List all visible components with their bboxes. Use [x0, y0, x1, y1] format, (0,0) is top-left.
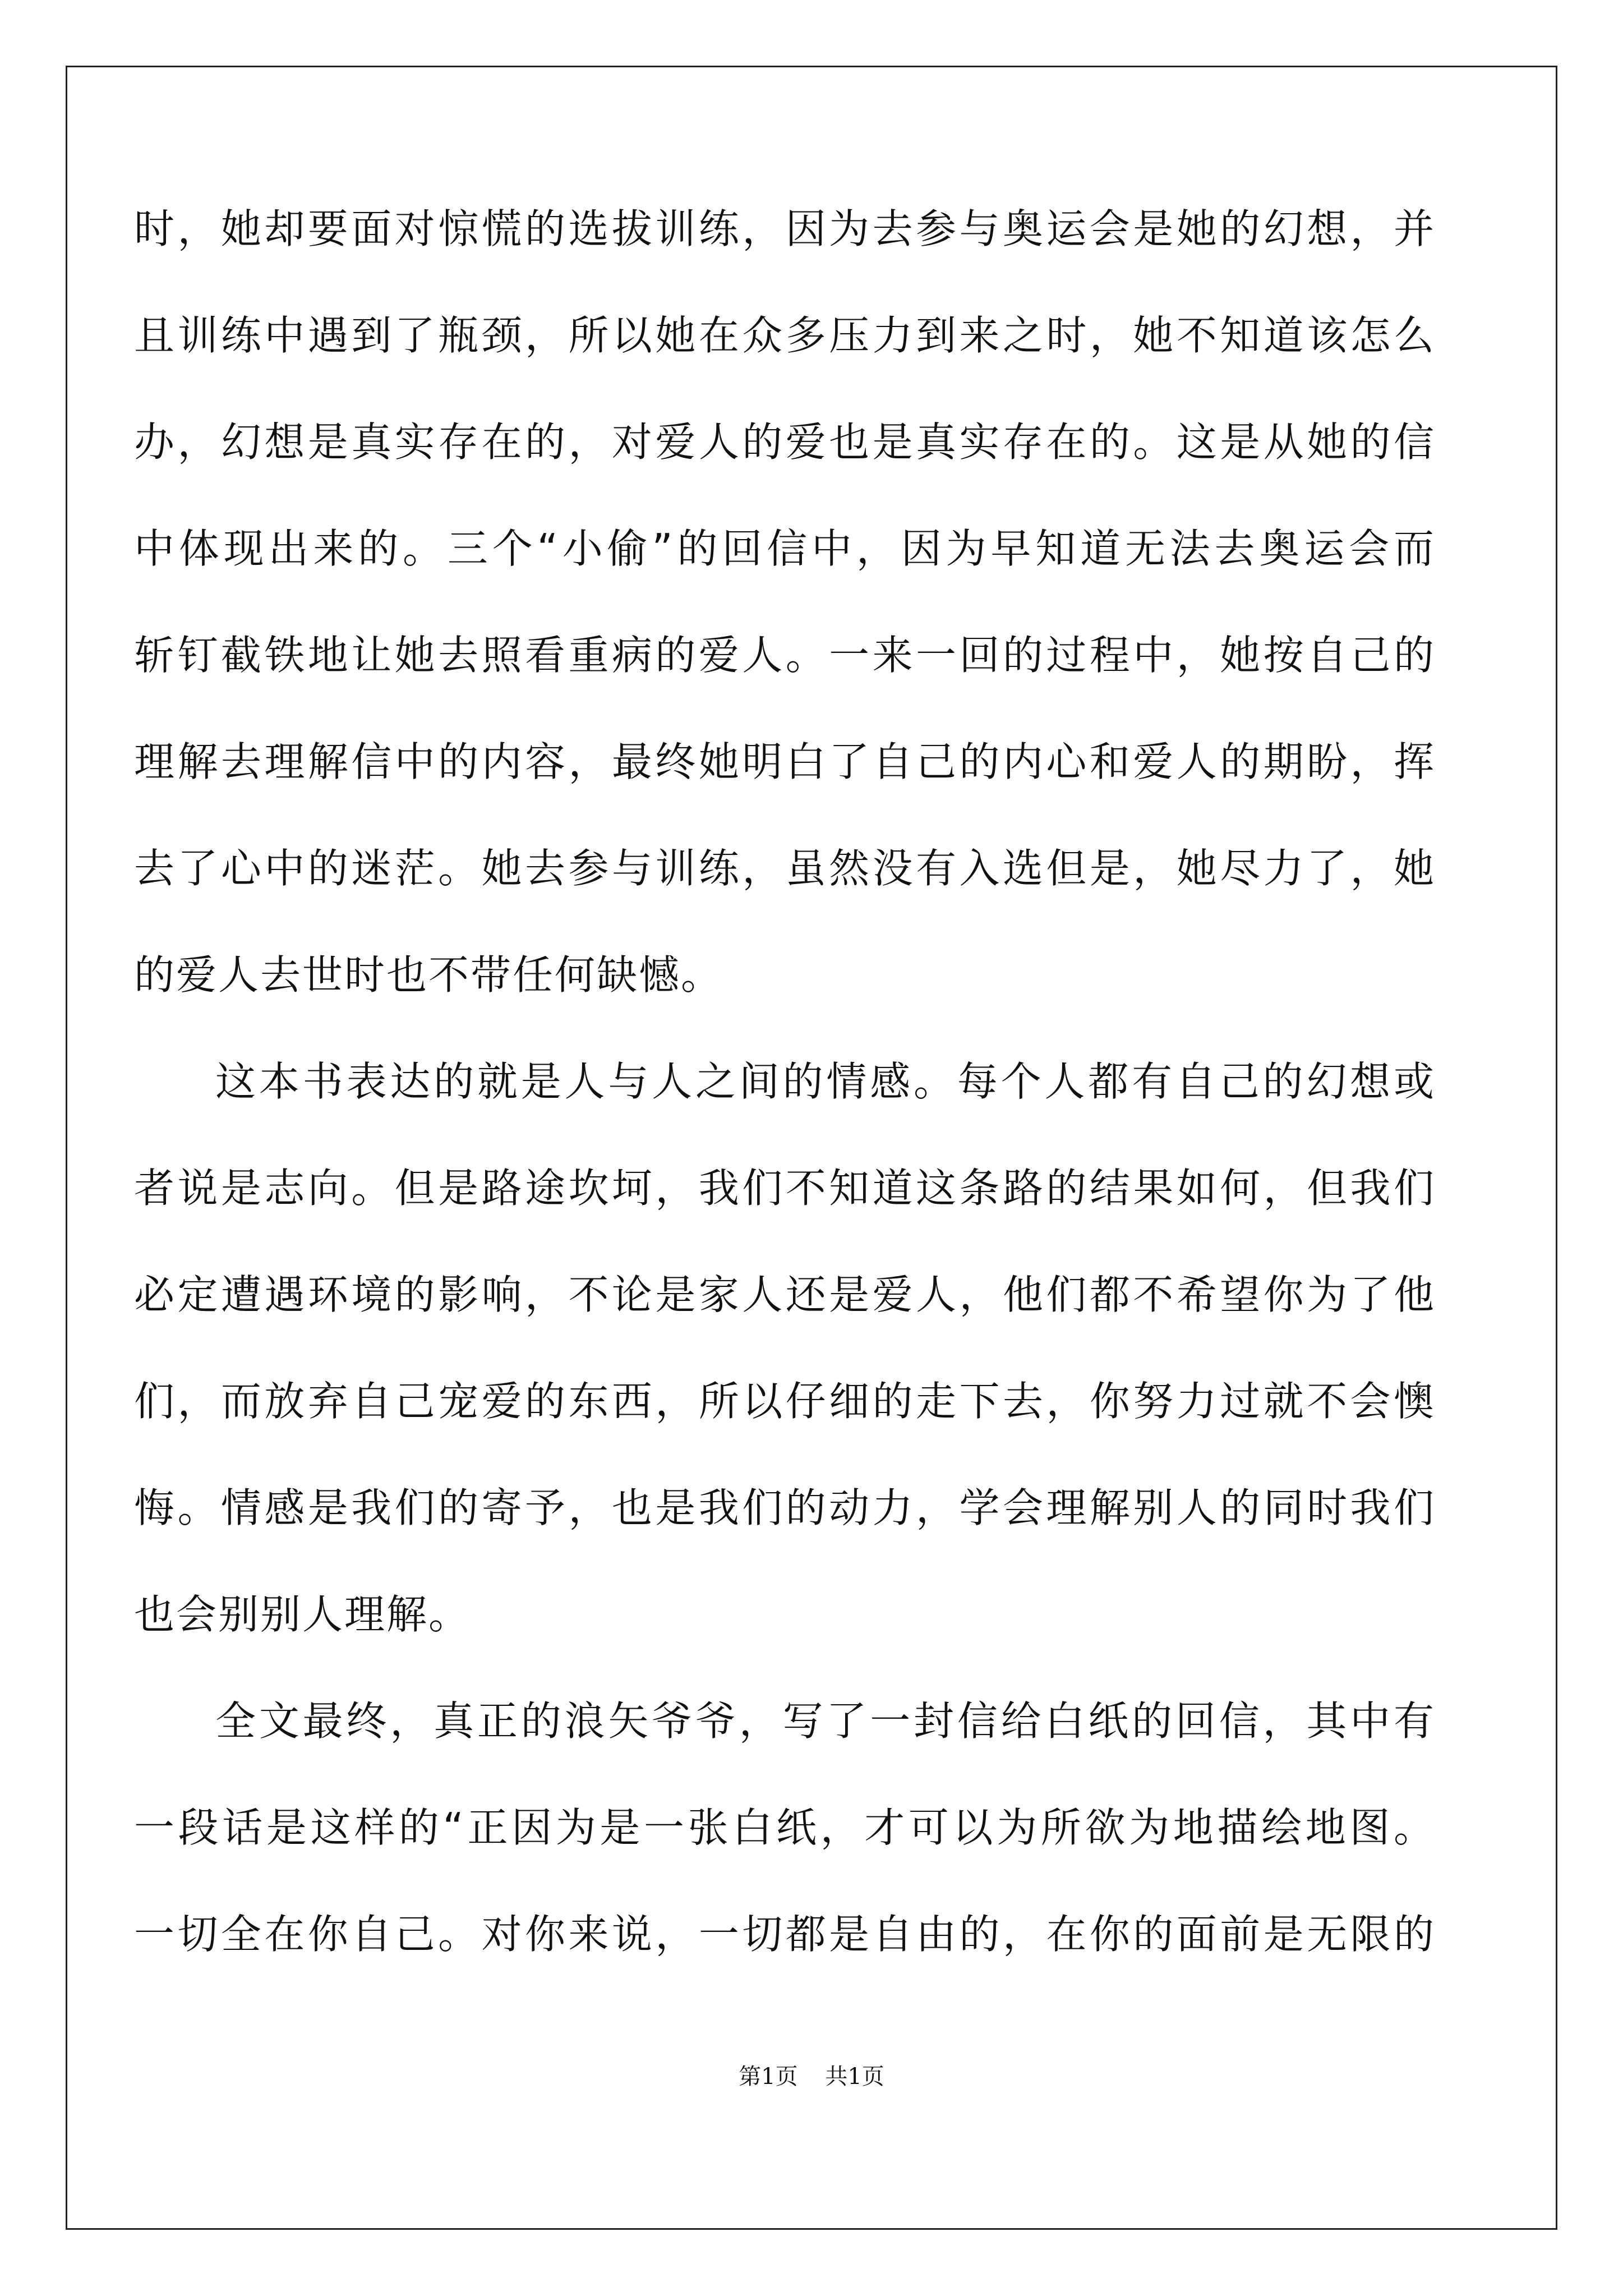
paragraph-start-line: 这本书表达的就是人与人之间的情感。每个人都有自己的幻想或 — [215, 1058, 1436, 1105]
paragraph-start-line: 全文最终，真正的浪矢爷爷，写了一封信给白纸的回信，其中有 — [215, 1697, 1436, 1745]
text-line: 且训练中遇到了瓶颈，所以她在众多压力到来之时，她不知道该怎么 — [134, 312, 1436, 359]
text-line: 们，而放弃自己宠爱的东西，所以仔细的走下去，你努力过就不会懊 — [134, 1378, 1436, 1425]
text-line: 也会别别人理解。 — [134, 1591, 471, 1638]
text-line: 时，她却要面对惊慌的选拔训练，因为去参与奥运会是她的幻想，并 — [134, 205, 1436, 252]
text-line: 必定遭遇环境的影响，不论是家人还是爱人，他们都不希望你为了他 — [134, 1271, 1436, 1318]
text-line: 一段话是这样的“正因为是一张白纸，才可以为所欲为地描绘地图。 — [134, 1804, 1436, 1851]
text-line: 办，幻想是真实存在的，对爱人的爱也是真实存在的。这是从她的信 — [134, 418, 1436, 466]
text-line: 中体现出来的。三个“小偷”的回信中，因为早知道无法去奥运会而 — [134, 525, 1436, 572]
text-line: 者说是志向。但是路途坎坷，我们不知道这条路的结果如何，但我们 — [134, 1165, 1436, 1212]
page-total: 共1页 — [825, 2064, 884, 2090]
text-line: 的爱人去世时也不带任何缺憾。 — [134, 951, 723, 999]
text-line: 悔。情感是我们的寄予，也是我们的动力，学会理解别人的同时我们 — [134, 1484, 1436, 1531]
text-line: 一切全在你自己。对你来说，一切都是自由的，在你的面前是无限的 — [134, 1911, 1436, 1958]
text-line: 理解去理解信中的内容，最终她明白了自己的内心和爱人的期盼，挥 — [134, 738, 1436, 785]
text-line: 斩钉截铁地让她去照看重病的爱人。一来一回的过程中，她按自己的 — [134, 632, 1436, 679]
text-line: 去了心中的迷茫。她去参与训练，虽然没有入选但是，她尽力了，她 — [134, 845, 1436, 892]
page-number: 第1页 — [739, 2064, 798, 2090]
document-body — [134, 176, 1436, 1987]
page-footer — [0, 2059, 1623, 2091]
